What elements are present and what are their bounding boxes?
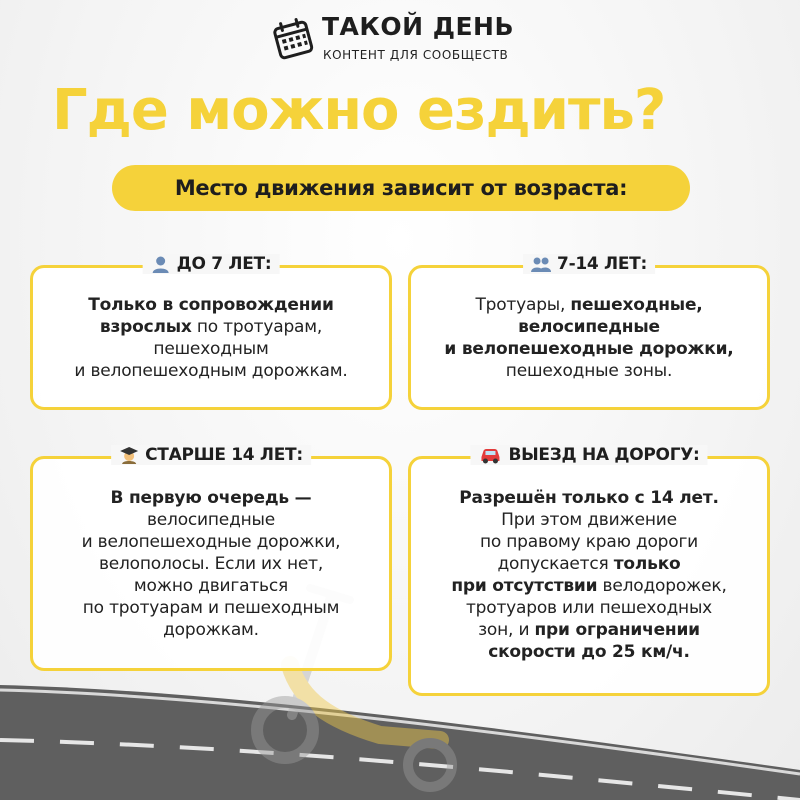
card-line	[33, 316, 389, 338]
brand-subtitle: КОНТЕНТ ДЛЯ СООБЩЕСТВ	[323, 48, 509, 62]
card-label	[111, 445, 311, 465]
card-line	[33, 509, 389, 531]
text: по правому краю дороги	[479, 532, 699, 552]
bold-text: взрослых	[99, 317, 192, 337]
text: и велопешеходные дорожки,	[81, 532, 341, 552]
card-line	[411, 487, 767, 509]
text: При этом движение	[501, 510, 677, 530]
bold-text: только	[613, 554, 681, 574]
text: пешеходные зоны.	[505, 361, 673, 381]
text: допускается	[497, 554, 614, 574]
student-icon	[119, 445, 139, 465]
text: тротуаров или пешеходных	[465, 598, 713, 618]
text: пешеходным	[153, 339, 269, 359]
card-line	[411, 597, 767, 619]
card-text	[411, 294, 767, 382]
card-line	[33, 360, 389, 382]
bold-text: Только в сопровождении	[88, 295, 334, 315]
card-road	[408, 445, 770, 696]
brand-header	[270, 12, 540, 68]
text: велополосы. Если их нет,	[98, 554, 324, 574]
bold-text: при ограничении	[534, 620, 700, 640]
card-line	[411, 316, 767, 338]
card-line	[411, 360, 767, 382]
card-label	[470, 445, 707, 465]
card-label	[523, 254, 655, 274]
card-label-text: ВЫЕЗД НА ДОРОГУ:	[508, 445, 700, 465]
bold-text: велосипедные	[518, 317, 660, 337]
card-line	[33, 531, 389, 553]
text: и велопешеходным дорожкам.	[74, 361, 348, 381]
card-line	[411, 294, 767, 316]
text: зон, и	[478, 620, 535, 640]
two-people-icon	[531, 254, 551, 274]
card-line	[411, 575, 767, 597]
card-text	[411, 487, 767, 663]
bold-text: скорости до 25 км/ч.	[488, 642, 690, 662]
card-line	[33, 553, 389, 575]
card-line	[411, 531, 767, 553]
text: можно двигаться	[133, 576, 289, 596]
bold-text: В первую очередь —	[110, 488, 312, 508]
subtitle-pill: Место движения зависит от возраста:	[112, 165, 690, 211]
brand-name: ТАКОЙ ДЕНЬ	[322, 12, 515, 41]
card-under-7	[30, 254, 392, 410]
text: велодорожек,	[597, 576, 727, 596]
car-icon	[478, 445, 502, 465]
bold-text: пешеходные,	[570, 295, 703, 315]
text: дорожкам.	[163, 620, 259, 640]
card-line	[33, 487, 389, 509]
card-text	[33, 487, 389, 641]
card-line	[411, 641, 767, 663]
card-label-text: ДО 7 ЛЕТ:	[176, 254, 272, 274]
text: по тротуарам,	[191, 317, 323, 337]
page-title: Где можно ездить?	[52, 78, 666, 143]
bold-text: при отсутствии	[451, 576, 598, 596]
card-line	[33, 597, 389, 619]
card-label	[143, 254, 280, 274]
bold-text: и велопешеходные дорожки,	[444, 339, 734, 359]
text: велосипедные	[146, 510, 276, 530]
card-line	[411, 338, 767, 360]
person-icon	[151, 254, 171, 274]
card-line	[33, 294, 389, 316]
card-line	[411, 553, 767, 575]
calendar-icon	[270, 16, 316, 62]
card-label-text: 7-14 ЛЕТ:	[557, 254, 647, 274]
card-line	[33, 619, 389, 641]
bold-text: Разрешён только с 14 лет.	[459, 488, 719, 508]
card-line	[411, 619, 767, 641]
card-over-14	[30, 445, 392, 671]
card-line	[33, 338, 389, 360]
card-text	[33, 294, 389, 382]
card-7-14	[408, 254, 770, 410]
text: Тротуары,	[475, 295, 571, 315]
card-line	[33, 575, 389, 597]
card-line	[411, 509, 767, 531]
card-label-text: СТАРШЕ 14 ЛЕТ:	[145, 445, 303, 465]
text: по тротуарам и пешеходным	[82, 598, 340, 618]
